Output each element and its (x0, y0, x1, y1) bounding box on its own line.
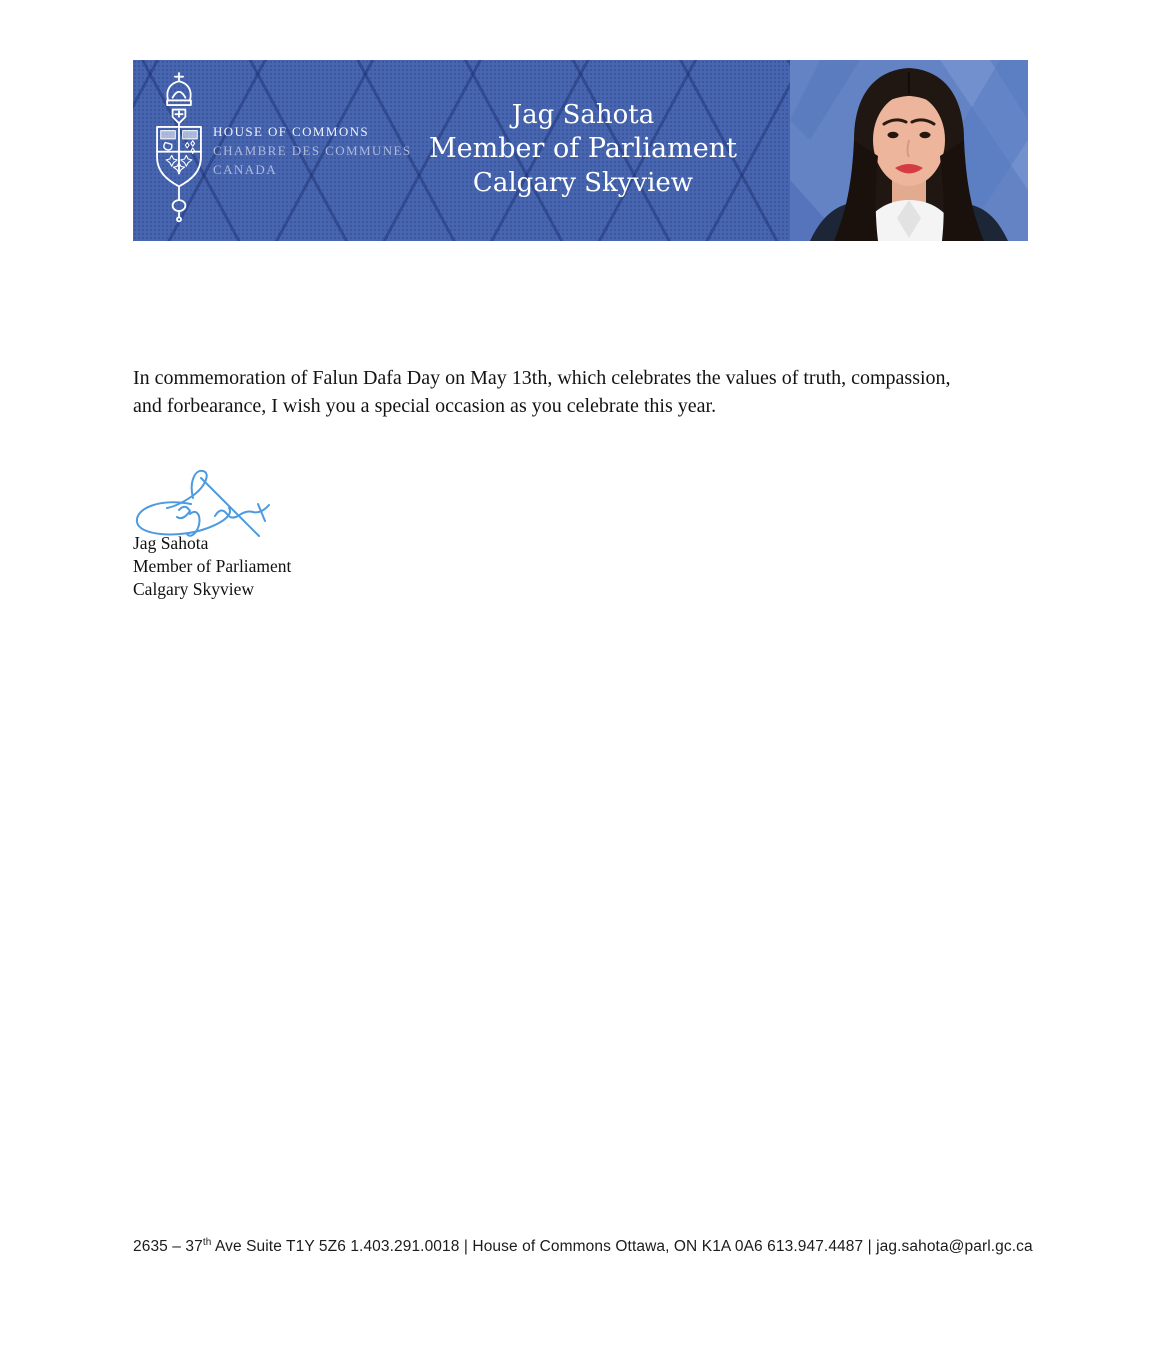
footer-address-suffix: Ave Suite T1Y 5Z6 1.403.291.0018 | House of Commons Ottawa, ON K1A 0A6 613.947.4487 | jag.sahota@parl.gc.ca (211, 1238, 1033, 1255)
mp-role: Member of Parliament (429, 133, 737, 164)
wordmark-line-canada: CANADA (213, 162, 278, 177)
house-of-commons-wordmark (213, 122, 411, 179)
mp-name: Jag Sahota (511, 100, 655, 130)
wordmark-line-en: HOUSE OF COMMONS (213, 124, 370, 139)
mp-portrait-photo (790, 60, 1028, 241)
signoff-block (133, 532, 291, 601)
mp-riding: Calgary Skyview (472, 168, 694, 198)
signoff-name: Jag Sahota (133, 533, 209, 553)
footer-ordinal-superscript: th (202, 1236, 212, 1248)
signoff-role: Member of Parliament (133, 556, 292, 576)
footer-address-prefix: 2635 – 37 (133, 1238, 203, 1255)
signoff-riding: Calgary Skyview (133, 579, 255, 599)
letterhead-banner (133, 60, 1028, 241)
letter-body-text: In commemoration of Falun Dafa Day on May 13th, which celebrates the values of truth, compassion, and forbearance, I wish you a special occasion as you celebrate this year. (133, 367, 951, 417)
contact-footer (133, 1238, 1033, 1256)
banner-title-block (428, 98, 738, 200)
house-of-commons-emblem-icon (147, 68, 211, 233)
wordmark-line-fr: CHAMBRE DES COMMUNES (213, 143, 412, 158)
